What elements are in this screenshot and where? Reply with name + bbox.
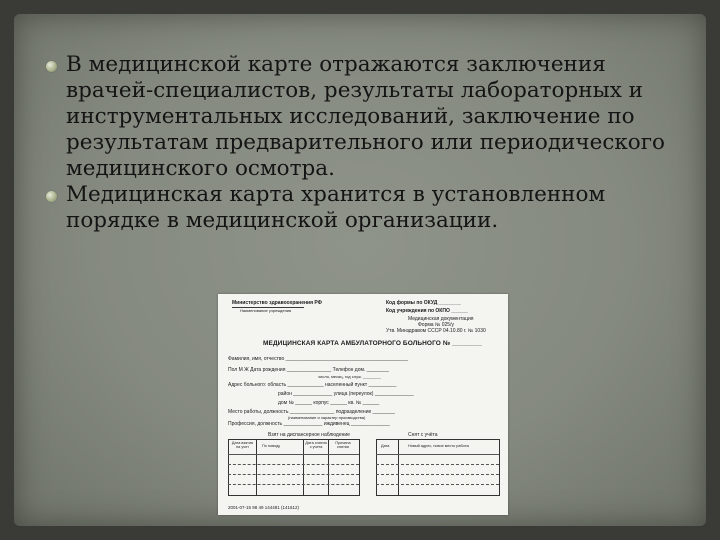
table-header: Причина снятия bbox=[335, 441, 351, 450]
table-row-line bbox=[376, 484, 499, 485]
bullet-item bbox=[46, 52, 686, 182]
form-field: Фамилия, имя, отчество ____________________________________________ bbox=[228, 356, 408, 362]
table-row-line bbox=[376, 454, 499, 455]
bullet-dot-icon bbox=[46, 191, 57, 202]
bullet-text: Медицинская карта хранится в установленном порядке в медицинской организации. bbox=[66, 182, 606, 233]
table-divider bbox=[303, 439, 304, 495]
form-field: Адрес больного: область _____________ населенный пункт __________ bbox=[228, 382, 397, 388]
form-field: Профессия, должность ______________ иждивенец ______________ bbox=[228, 421, 390, 427]
bullet-dot-icon bbox=[46, 61, 57, 72]
form-number: Форма № 025/у bbox=[418, 322, 454, 328]
form-doc-type: Медицинская документация bbox=[408, 316, 474, 322]
form-footer: 2001-07-15 98 49 144481 (141612) bbox=[228, 505, 300, 510]
form-field: дом № ______ корпус ______ кв. № ______ bbox=[278, 400, 380, 406]
form-field: (наименование и характер производства) bbox=[288, 415, 366, 420]
form-field: Место работы, должность ________________ подразделение ________ bbox=[228, 409, 395, 415]
table-header: Дата взятия на учет bbox=[231, 441, 254, 450]
form-institution: Наименование учреждения bbox=[240, 308, 292, 313]
table-header: По поводу bbox=[262, 444, 281, 448]
bullet-list bbox=[46, 52, 686, 234]
table-row-line bbox=[228, 454, 359, 455]
left-table-title: Взят на диспансерное наблюдение bbox=[268, 432, 350, 438]
bullet-text: В медицинской карте отражаются заключения врачей-специалистов, результаты лабораторных и инструментальных исследований, заключение по результатам предварительного или периодического медицинского осмотра. bbox=[66, 52, 665, 181]
table-divider bbox=[256, 439, 257, 495]
table-divider bbox=[328, 439, 329, 495]
table-divider bbox=[398, 439, 399, 495]
bullet-item bbox=[46, 182, 686, 234]
form-field: Пол М Ж Дата рождения ________________ Телефон дом. ________ bbox=[228, 367, 389, 373]
form-approved: Утв. Минздравом СССР 04.10.80 г. № 1030 bbox=[386, 328, 486, 334]
form-field: число, месяц, год служ. ________ bbox=[318, 374, 381, 379]
form-title: МЕДИЦИНСКАЯ КАРТА АМБУЛАТОРНОГО БОЛЬНОГО № ________ bbox=[263, 340, 482, 347]
right-table-title: Снят с учёта bbox=[408, 432, 438, 438]
form-field: район ______________ улица (переулок) ______________ bbox=[278, 391, 414, 397]
table-row-line bbox=[228, 484, 359, 485]
table-header: Новый адрес, новое место работы bbox=[408, 444, 470, 448]
medical-card-form-image bbox=[218, 294, 508, 515]
table-row-line bbox=[376, 464, 499, 465]
form-okpo: Код учреждения по ОКПО ______ bbox=[386, 308, 468, 314]
form-okud: Код формы по ОКУД ________ bbox=[386, 300, 461, 306]
table-row-line bbox=[376, 474, 499, 475]
table-row-line bbox=[228, 474, 359, 475]
form-ministry: Министерство здравоохранения РФ bbox=[232, 300, 322, 306]
table-row-line bbox=[228, 464, 359, 465]
table-header: Дата bbox=[381, 444, 390, 448]
table-header: Дата снятия с учета bbox=[305, 441, 327, 450]
